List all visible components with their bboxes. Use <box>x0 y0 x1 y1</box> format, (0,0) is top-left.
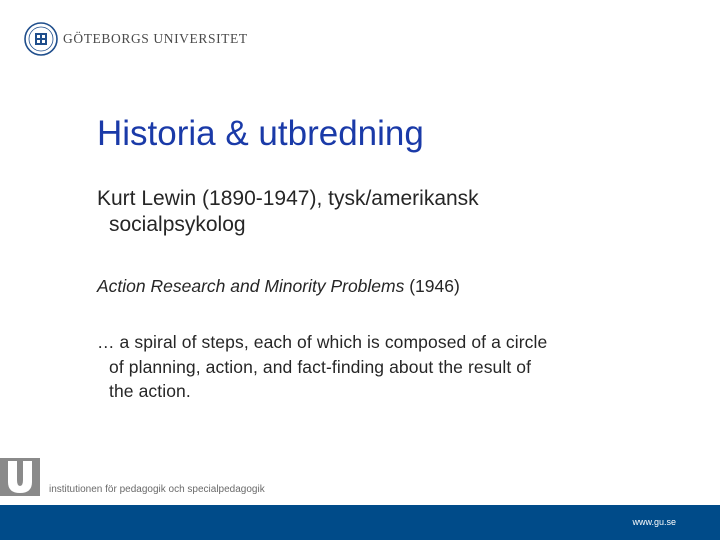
book-year: (1946) <box>409 276 460 296</box>
lewin-paragraph <box>97 186 617 238</box>
slide-title: Historia & utbredning <box>97 114 424 153</box>
lewin-line-1: Kurt Lewin (1890-1947), tysk/amerikansk <box>97 187 479 210</box>
lewin-line-2: socialpsykolog <box>109 213 246 236</box>
university-logo <box>24 22 248 56</box>
institution-name: institutionen för pedagogik och specialpedagogik <box>49 484 265 495</box>
institution-logo <box>0 458 265 496</box>
university-name: GÖTEBORGS UNIVERSITET <box>63 31 248 46</box>
quote-line-3: the action. <box>109 381 191 401</box>
footer-bar <box>0 505 720 540</box>
book-reference <box>97 275 460 297</box>
book-title: Action Research and Minority Problems <box>97 276 405 296</box>
quote-line-2: of planning, action, and fact-finding about the result of <box>109 356 532 377</box>
u-logo-icon <box>0 458 40 496</box>
quote-line-1: … a spiral of steps, each of which is composed of a circle <box>97 332 548 352</box>
quote-paragraph <box>97 330 657 404</box>
university-seal-icon <box>24 22 58 56</box>
footer-url[interactable]: www.gu.se <box>632 517 676 527</box>
